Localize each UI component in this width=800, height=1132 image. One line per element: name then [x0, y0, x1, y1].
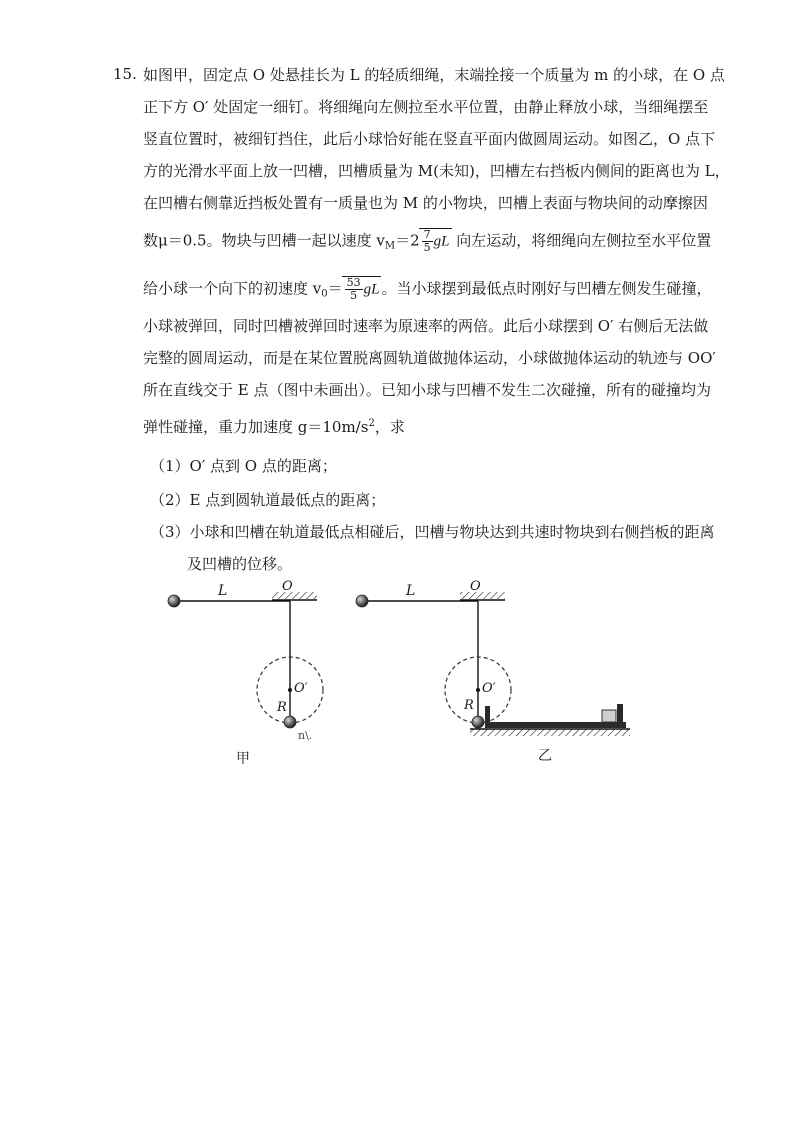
yi-label-Oprime: O′ — [482, 681, 496, 696]
problem-line-5: 在凹槽右侧靠近挡板处置有一质量也为 M 的小物块，凹槽上表面与物块间的动摩擦因 — [143, 194, 708, 212]
frac-num: 7 — [423, 228, 431, 241]
question-3: （3）小球和凹槽在轨道最低点相碰后，凹槽与物块达到共速时物块到右侧挡板的距离 — [150, 523, 715, 541]
yi-label-R: R — [464, 698, 474, 713]
line7-prefix: 给小球一个向下的初速度 v — [143, 279, 322, 298]
problem-number: 15. — [113, 65, 137, 83]
line7-eq: ＝ — [327, 279, 343, 298]
ball-bottom-icon — [472, 716, 484, 728]
jia-scribble: n\. — [298, 729, 313, 742]
line6-suffix: 向左运动，将细绳向左侧拉至水平位置 — [451, 231, 712, 250]
block-icon — [602, 710, 616, 722]
problem-line-4: 方的光滑水平面上放一凹槽，凹槽质量为 M(未知)，凹槽左右挡板内侧间的距离也为 L， — [143, 162, 730, 180]
sqrt-tail: gL — [433, 233, 450, 250]
yi-label-L: L — [406, 583, 416, 599]
ball-left-icon — [356, 595, 368, 607]
line11-suffix: ，求 — [374, 418, 405, 436]
problem-line-3: 竖直位置时，被细钉挡住，此后小球恰好能在竖直平面内做圆周运动。如图乙，O 点下 — [143, 130, 716, 148]
jia-label-Oprime: O′ — [294, 681, 308, 696]
ceiling-hatch — [272, 592, 317, 599]
question-1: （1）O′ 点到 O 点的距离； — [150, 457, 337, 475]
g-exponent: 2 — [368, 418, 375, 429]
question-2: （2）E 点到圆轨道最低点的距离； — [150, 491, 386, 509]
problem-line-1: 如图甲，固定点 O 处悬挂长为 L 的轻质细绳，末端拴接一个质量为 m 的小球，在 O 点 — [143, 66, 725, 84]
nail-point-icon — [476, 688, 480, 692]
problem-line-10: 所在直线交于 E 点（图中未画出）。已知小球与凹槽不发生二次碰撞，所有的碰撞均为 — [143, 381, 711, 399]
yi-caption: 乙 — [538, 748, 552, 764]
frac-num: 53 — [346, 276, 361, 289]
line6-prefix: 数μ＝0.5。物块与凹槽一起以速度 v — [143, 231, 385, 250]
line7-suffix: 。当小球摆到最低点时刚好与凹槽左侧发生碰撞， — [381, 279, 712, 298]
jia-label-R: R — [277, 700, 287, 715]
ceiling-hatch — [460, 592, 505, 599]
v0-subscript: 0 — [321, 288, 328, 300]
jia-label-L: L — [218, 583, 228, 599]
question-3-continued: 及凹槽的位移。 — [187, 555, 293, 573]
problem-line-8: 小球被弹回，同时凹槽被弹回时速率为原速率的两倍。此后小球摆到 O′ 右侧后无法做 — [143, 317, 709, 335]
line6-eq: ＝2 — [395, 231, 420, 250]
nail-point-icon — [288, 688, 292, 692]
frac-den: 5 — [350, 289, 358, 302]
yi-label-O: O — [470, 579, 481, 594]
jia-label-O: O — [282, 579, 293, 594]
ground-hatch — [470, 729, 630, 736]
groove-base — [485, 722, 626, 728]
frac-den: 5 — [423, 241, 431, 254]
line11-prefix: 弹性碰撞，重力加速度 g＝10m/s — [143, 418, 369, 436]
ball-left-icon — [168, 595, 180, 607]
sqrt-tail: gL — [363, 281, 380, 298]
jia-caption: 甲 — [236, 751, 250, 767]
groove-left-wall — [485, 706, 490, 724]
groove-right-wall — [617, 704, 623, 724]
problem-line-2: 正下方 O′ 处固定一细钉。将细绳向左侧拉至水平位置，由静止释放小球，当细绳摆至 — [143, 98, 709, 116]
figure-jia — [168, 592, 323, 728]
figure-yi — [356, 592, 630, 736]
ball-bottom-icon — [284, 716, 296, 728]
vm-subscript: M — [384, 240, 396, 252]
problem-line-9: 完整的圆周运动，而是在某位置脱离圆轨道做抛体运动，小球做抛体运动的轨迹与 OO′ — [143, 349, 716, 367]
